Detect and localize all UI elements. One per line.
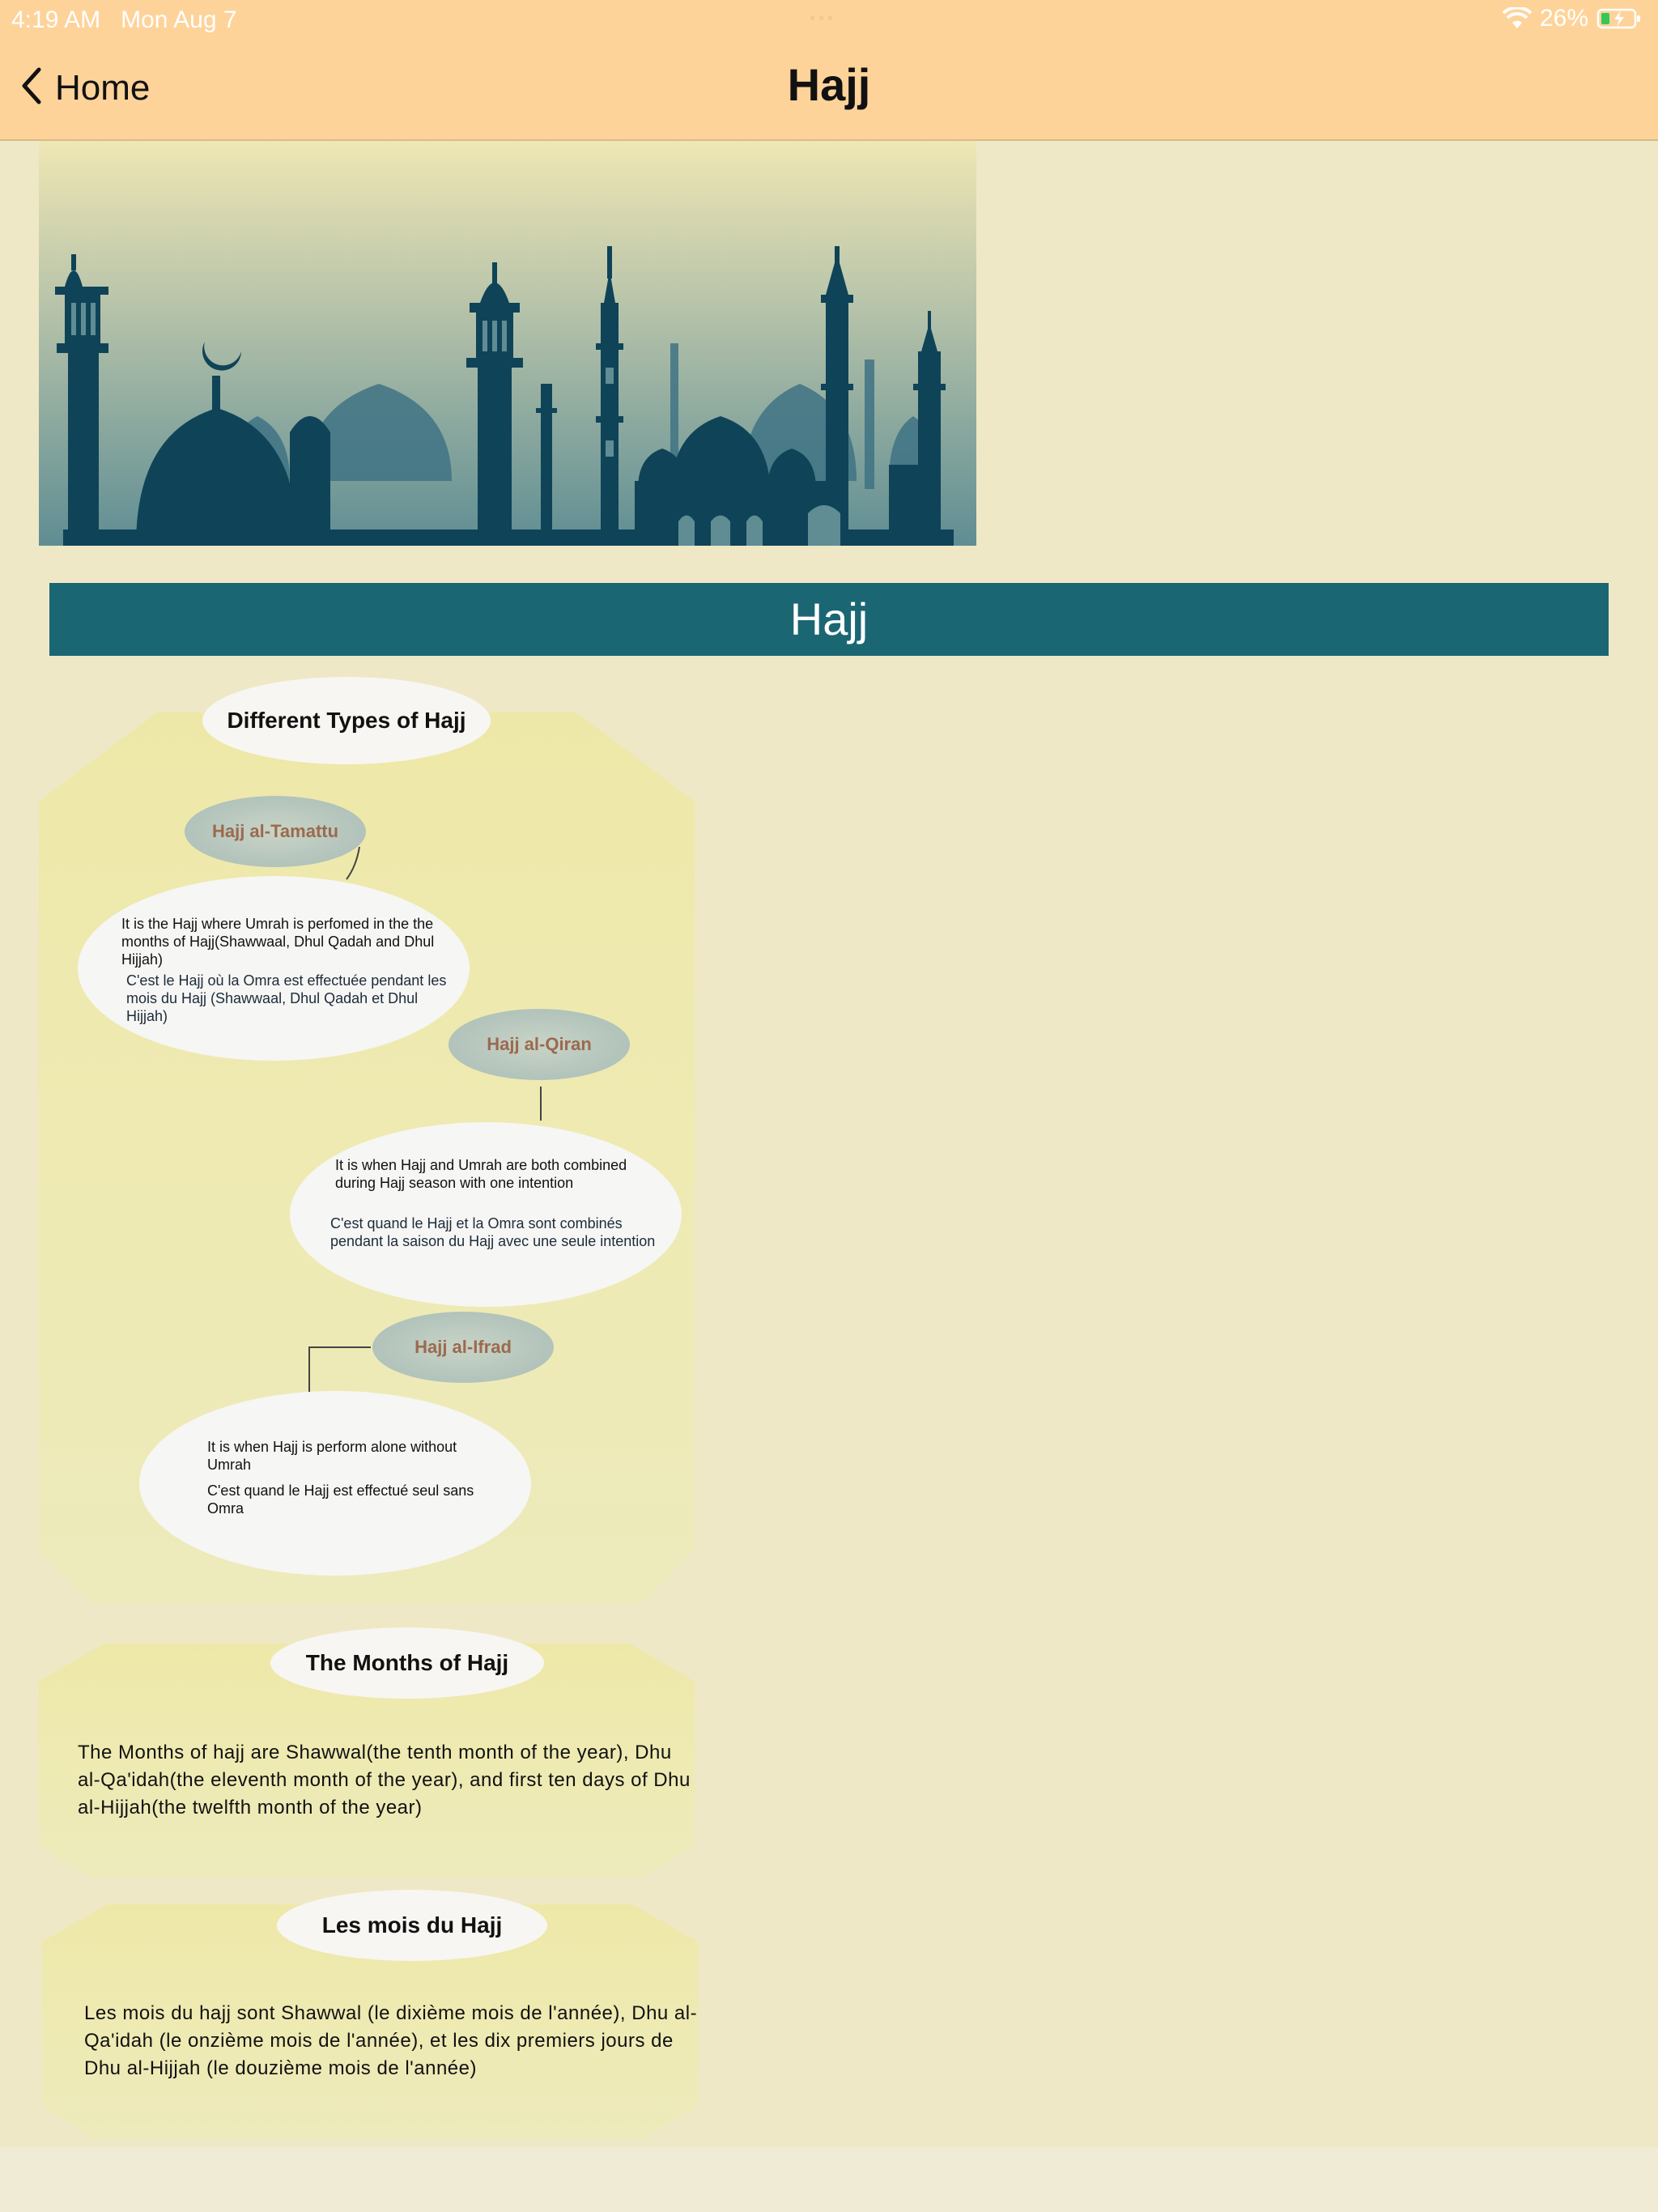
status-date: Mon Aug 7 — [121, 6, 237, 33]
description-en: It is when Hajj and Umrah are both combined during Hajj season with one intention — [335, 1157, 627, 1191]
type-label-tamattu: Hajj al-Tamattu — [185, 796, 366, 867]
months-en-title: The Months of Hajj — [270, 1627, 544, 1699]
section-heading-bar: Hajj — [49, 583, 1609, 656]
connector-ifrad — [309, 1347, 371, 1393]
months-fr-text: Les mois du hajj sont Shawwal (le dixième mois de l'année), Dhu al-Qa'idah (le onzième mois de l'année), et les dix premiers jours de Dhu al-Hijjah (le douzième mois de l'année) — [84, 2002, 698, 2079]
description-fr: C'est quand le Hajj et la Omra sont combinés pendant la saison du Hajj avec une seule intention — [330, 1215, 656, 1249]
description-fr: C'est quand le Hajj est effectué seul sans Omra — [207, 1482, 474, 1516]
page-title: Hajj — [787, 59, 871, 110]
types-title: Different Types of Hajj — [202, 677, 491, 764]
description-fr: C'est le Hajj où la Omra est effectuée pendant les mois du Hajj (Shawwaal, Dhul Qadah et Dhul Hijjah) — [126, 972, 447, 1024]
type-description-ifrad — [139, 1391, 531, 1576]
description-en: It is when Hajj is perform alone without Umrah — [207, 1439, 457, 1473]
status-clock: 4:19 AM — [11, 6, 101, 33]
type-label-qiran: Hajj al-Qiran — [449, 1009, 630, 1080]
type-description-qiran — [290, 1122, 682, 1307]
battery-percentage: 26% — [1539, 5, 1588, 32]
type-description-tamattu — [78, 876, 470, 1061]
months-fr-title: Les mois du Hajj — [277, 1890, 547, 1961]
back-label: Home — [55, 67, 151, 108]
type-label-ifrad: Hajj al-Ifrad — [372, 1312, 554, 1383]
months-en-text: The Months of hajj are Shawwal(the tenth month of the year), Dhu al-Qa'idah(the eleventh month of the year), and first ten days of Dhu al-Hijjah(the twelfth month of the year) — [78, 1742, 691, 1819]
bottom-area — [0, 2147, 1658, 2212]
multitasking-dots[interactable]: ••• — [810, 10, 837, 28]
description-en: It is the Hajj where Umrah is perfomed in the the months of Hajj(Shawwaal, Dhul Qadah and Dhul Hijjah) — [121, 916, 435, 968]
